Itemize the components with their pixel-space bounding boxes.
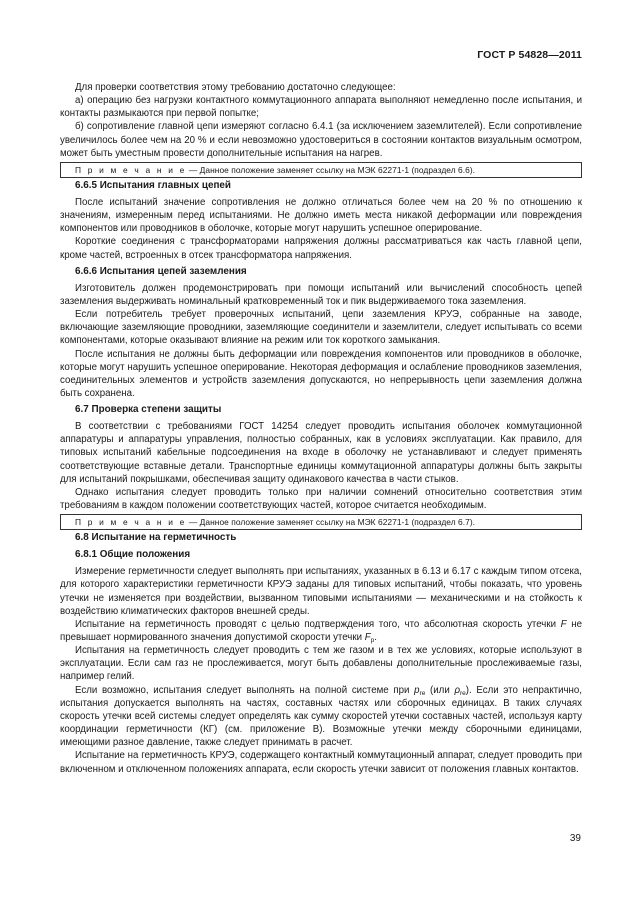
page-body <box>60 81 582 776</box>
paragraph: Короткие соединения с трансформаторами напряжения должны рассматриваться как часть главной цепи, кроме частей, встроенных в отсек трансформатора напряжения. <box>60 236 582 261</box>
note-box <box>60 514 582 530</box>
section-heading: 6.8.1 Общие положения <box>75 549 191 561</box>
paragraph: б) сопротивление главной цепи измеряют согласно 6.4.1 (за исключением заземлителей). Если сопротивление увеличилось более чем на 20 % и если невозможно удостовериться в состоянии контактов визуальным осмотром, может быть уместным провести дополнительные испытания на нагрев. <box>60 121 582 159</box>
paragraph: После испытания не должны быть деформации или повреждения компонентов или проводников в оболочке, которые могут нарушить успешное оперирование. Некоторая деформация и ослабление проводников заземления, соединительных элементов и устройств заземления допускаются, но непрерывность цепи заземления должна быть сохранена. <box>60 348 582 399</box>
note-label: П р и м е ч а н и е <box>75 517 187 528</box>
text-run: Испытание на герметичность проводят с целью подтверждения того, что абсолютная скорость утечки <box>75 618 561 630</box>
symbol-F: F <box>560 618 567 630</box>
paragraph: Испытания на герметичность следует проводить с тем же газом и в тех же условиях, которые используют в эксплуатации. Если сам газ не прослеживается, могут быть добавлены дополнительные прослеживаемые газы, например гелий. <box>60 645 582 683</box>
text-run: не превышает нормированного значения допустимой скорости утечки <box>60 618 582 643</box>
paragraph: Однако испытания следует проводить только при наличии сомнений относительно соответствия этим требованиям в каждом положении соответствующих частей, которое считается необходимым. <box>60 486 582 512</box>
paragraph: Измерение герметичности следует выполнять при испытаниях, указанных в 6.13 и 6.17 с каждым типом отсека, для которого характеристики герметичности КРУЭ заданы для типовых испытаний, чтобы показать, что уровень утечки не изменяется при воздействии, вызванном типовыми испытаниями — механическими и на стойкость к воздействию климатических факторов внешней среды. <box>60 566 582 617</box>
subscript: p <box>370 637 375 644</box>
symbol-rho: ρ <box>454 684 461 696</box>
note-box <box>60 162 582 178</box>
paragraph: После испытаний значение сопротивления не должно отличаться более чем на 20 % по отношению к значениям, измеренным перед испытаниями. Не должно иметь места никакой деформации или повреждения компонентов или проводников в оболочке, которые могут нарушить успешное оперирование. <box>60 196 582 235</box>
document-code: ГОСТ Р 54828—2011 <box>477 49 582 61</box>
paragraph: Если потребитель требует проверочных испытаний, цепи заземления КРУЭ, собранные на заводе, включающие заземляющие проводники, заземляющие соединители и заземлители, следует испытывать со всеми компонентами, которые оказывают влияние на режим или ток короткого замыкания. <box>60 309 582 347</box>
paragraph: а) операцию без нагрузки контактного коммутационного аппарата выполняют немедленно после испытания, и контакты размыкаются при первой попытке; <box>60 95 582 120</box>
note-text: — Данное положение заменяет ссылку на МЭК 62271-1 (подраздел 6.7). <box>186 517 476 528</box>
paragraph: Для проверки соответствия этому требованию достаточно следующее: <box>75 82 396 93</box>
subscript: re <box>419 689 426 697</box>
paragraph <box>60 684 582 750</box>
text-run: ). Если это непрактично, испытания допускается выполнять на частях, составных частях или сборочных единицах. В таких случаях скорость утечки всей системы следует определять как сумму скоростей утечки составных частей, используя карту координации герметичности (КГ) (см. приложение В). Возможные утечки между сборочными единицами, имеющими разное давление, также следует принимать в расчет. <box>60 684 582 749</box>
page-number: 39 <box>569 833 581 844</box>
text-run: Если возможно, испытания следует выполнять на полной системе при <box>75 684 415 696</box>
paragraph <box>60 618 582 644</box>
symbol-Fp: F <box>364 632 371 643</box>
symbol-p: p <box>414 684 420 696</box>
subscript: re <box>460 689 466 697</box>
note-text: — Данное положение заменяет ссылку на МЭК 62271-1 (подраздел 6.6). <box>186 164 476 175</box>
section-heading: 6.8 Испытание на герметичность <box>75 532 237 544</box>
paragraph: Испытание на герметичность КРУЭ, содержащего контактный коммутационный аппарат, следует проводить при включенном и отключенном положениях аппарата, если скорость утечки зависит от положения главных контактов. <box>60 750 582 775</box>
section-heading: 6.7 Проверка степени защиты <box>75 404 222 416</box>
note-label: П р и м е ч а н и е <box>75 164 187 175</box>
paragraph: В соответствии с требованиями ГОСТ 14254 следует проводить испытания оболочек коммутационной аппаратуры и аппаратуры управления, полностью собранных, как в условиях эксплуатации. Как правило, для типовых испытаний кабельные подсоединения на входе в оболочку не устанавливают и следует применять соответствующие вставные детали. Транспортные единицы коммутационной аппаратуры должны быть закрыты для испытаний покрышками, обеспечивая защиту одинакового качества в части стыков. <box>60 421 582 485</box>
text-run: (или <box>425 684 455 696</box>
section-heading: 6.6.5 Испытания главных цепей <box>75 179 231 191</box>
paragraph: Изготовитель должен продемонстрировать при помощи испытаний или вычислений способность цепей заземления выдерживать номинальный кратковременный ток и пик выдерживаемого тока заземления. <box>60 282 582 307</box>
section-heading: 6.6.6 Испытания цепей заземления <box>75 265 247 277</box>
text-run: . <box>374 632 377 643</box>
